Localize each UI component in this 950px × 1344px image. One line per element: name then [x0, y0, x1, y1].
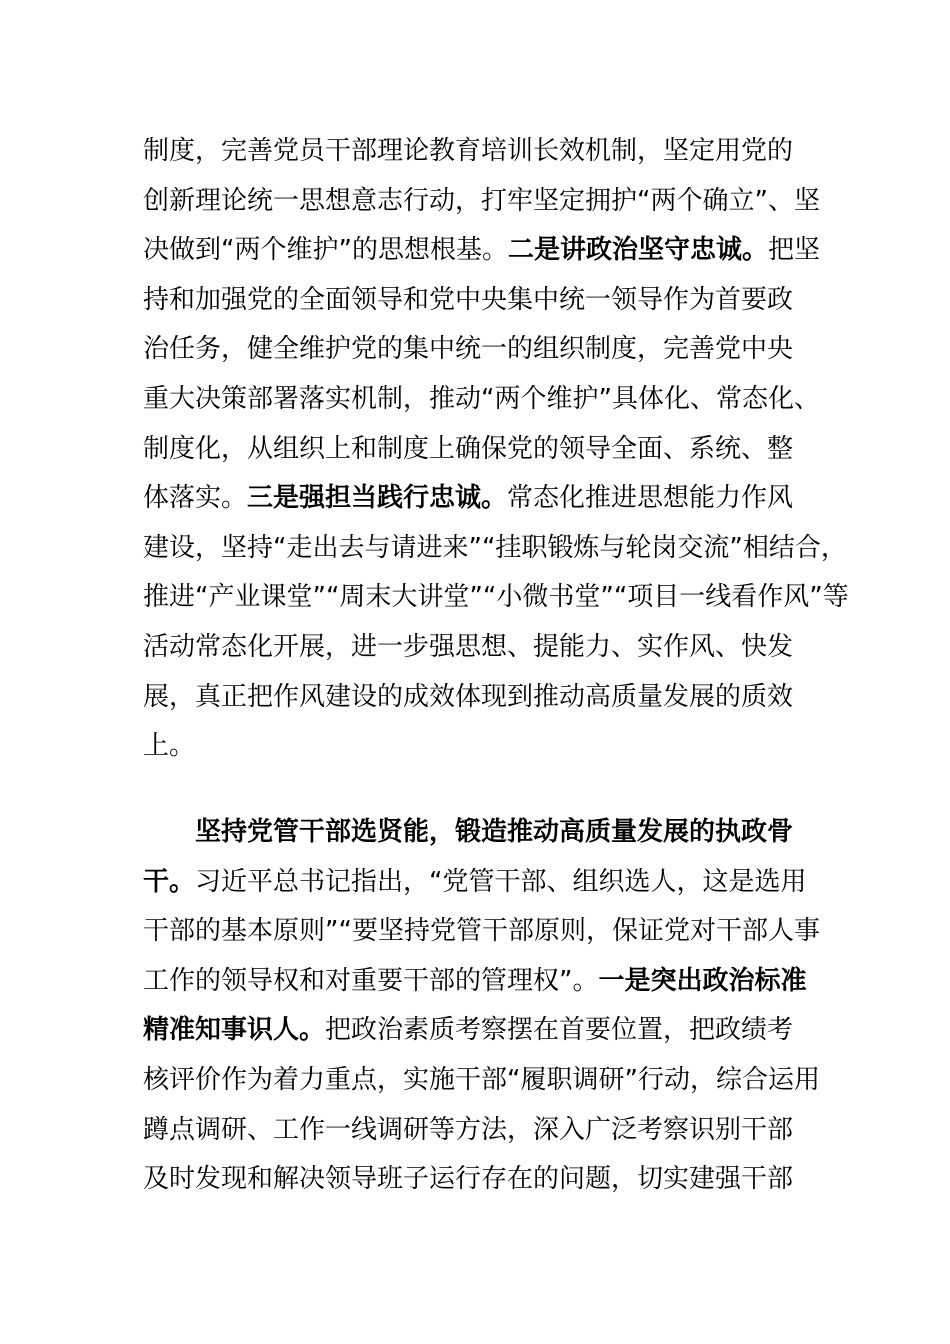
text-run: 工作的领导权和对重要干部的管理权”。 — [143, 965, 599, 996]
text-line — [143, 957, 808, 1007]
text-line: 核评价作为着力重点，实施干部“履职调研”行动，综合运用 — [143, 1064, 820, 1095]
text-line: 展，真正把作风建设的成效体现到推动高质量发展的质效 — [143, 681, 794, 712]
text-line: 及时发现和解决领导班子运行存在的问题，切实建强干部 — [143, 1164, 794, 1195]
text-line: 蹲点调研、工作一线调研等方法，深入广泛考察识别干部 — [143, 1114, 794, 1145]
bold-heading-run: 精准知事识人。 — [143, 1015, 326, 1046]
text-line — [143, 474, 808, 524]
text-line — [143, 808, 808, 858]
text-line: 建设，坚持“走出去与请进来”“挂职锻炼与轮岗交流”相结合， — [143, 532, 847, 563]
text-run: 把政治素质考察摆在首要位置，把政绩考 — [325, 1015, 794, 1046]
text-run: 决做到“两个维护”的思想根基。 — [143, 235, 508, 266]
text-line: 重大决策部署落实机制，推动“两个维护”具体化、常态化、 — [143, 383, 820, 414]
text-run: 体落实。 — [143, 483, 248, 514]
text-line: 治任务，健全维护党的集中统一的组织制度，完善党中央 — [143, 334, 794, 365]
bold-heading-run: 干。 — [143, 866, 196, 897]
text-run: 习近平总书记指出，“党管干部、组织选人，这是选用 — [195, 866, 807, 897]
bold-heading-run: 一是突出政治标准 — [598, 965, 807, 996]
text-line — [143, 1006, 808, 1056]
text-line: 活动常态化开展，进一步强思想、提能力、实作风、快发 — [143, 631, 794, 662]
text-line — [143, 858, 808, 908]
text-line: 制度，完善党员干部理论教育培训长效机制，坚定用党的 — [143, 136, 794, 166]
text-line: 创新理论统一思想意志行动，打牢坚定拥护“两个确立”、坚 — [143, 185, 820, 216]
paragraph-2 — [143, 808, 820, 1205]
text-line: 干部的基本原则”“要坚持党管干部原则，保证党对干部人事 — [143, 916, 820, 947]
text-line: 上。 — [143, 731, 196, 762]
text-line — [143, 226, 820, 276]
bold-heading-run: 坚持党管干部选贤能，锻造推动高质量发展的执政骨 — [195, 817, 794, 847]
text-line: 推进“产业课堂”“周末大讲堂”“小微书堂”“项目一线看作风”等 — [143, 582, 849, 613]
bold-heading-run: 二是讲政治坚守忠诚。 — [507, 235, 768, 266]
paragraph-1 — [143, 127, 849, 772]
bold-heading-run: 三是强担当践行忠诚。 — [247, 483, 508, 514]
text-run: 常态化推进思想能力作风 — [507, 483, 794, 514]
text-line: 制度化，从组织上和制度上确保党的领导全面、系统、整 — [143, 433, 794, 464]
text-run: 把坚 — [767, 235, 820, 266]
text-line: 持和加强党的全面领导和党中央集中统一领导作为首要政 — [143, 284, 794, 315]
